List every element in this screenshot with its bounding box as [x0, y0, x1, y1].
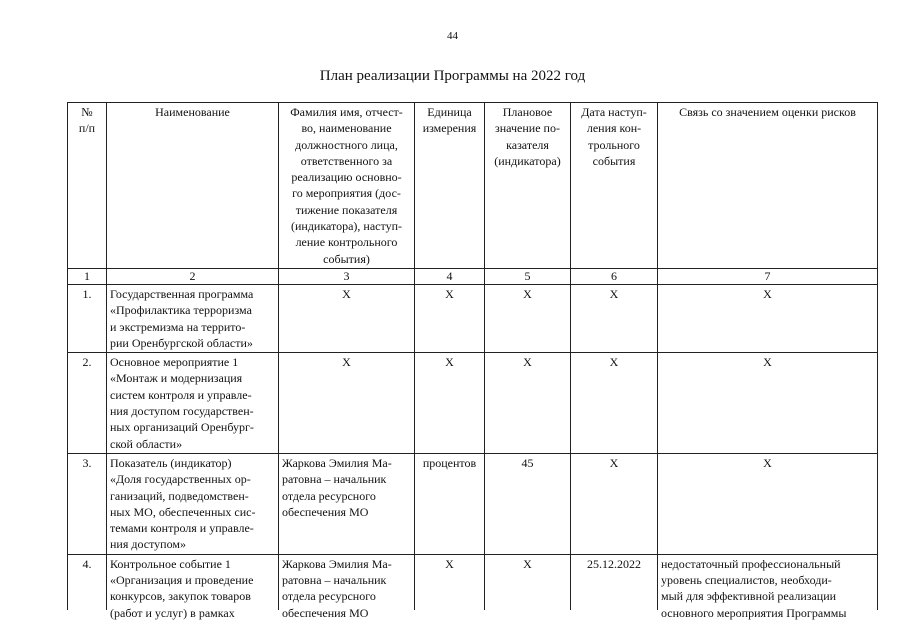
row-number: 1. — [68, 284, 107, 352]
column-number: 7 — [658, 268, 878, 284]
cell-line: трольного — [588, 137, 640, 152]
cell-line: «Доля государственных ор- — [110, 472, 251, 487]
cell-line: во, наименование — [301, 121, 392, 136]
cell-line: Основное мероприятие 1 — [110, 355, 239, 370]
cell-line: ганизаций, подведомствен- — [110, 488, 249, 503]
column-number: 6 — [571, 268, 658, 284]
row-planned-value — [485, 453, 571, 554]
cell-line: процентов — [422, 455, 477, 470]
cell-line: X — [609, 455, 619, 470]
row-responsible — [279, 284, 415, 352]
header-risk-link — [658, 103, 878, 269]
cell-line: измерения — [422, 121, 477, 136]
header-planned-value — [485, 103, 571, 269]
cell-line: отдела ресурсного — [282, 488, 376, 503]
cell-line: X — [763, 286, 772, 301]
row-risk-link — [658, 284, 878, 352]
cell-line: X — [342, 355, 351, 370]
row-event-date — [571, 353, 658, 454]
column-number: 3 — [279, 268, 415, 284]
cell-line: систем контроля и управле- — [110, 387, 252, 402]
cell-line: Государственная программа — [110, 286, 254, 301]
cell-line: X — [445, 556, 454, 571]
row-name — [107, 554, 279, 620]
cell-line: обеспечения МО — [282, 504, 369, 519]
cell-line: Единица — [427, 105, 472, 119]
row-unit — [415, 284, 485, 352]
row-name — [107, 284, 279, 352]
cell-line: темами контроля и управле- — [110, 521, 254, 536]
cell-line: ления кон- — [586, 121, 642, 136]
cell-line: ратовна – начальник — [282, 472, 387, 487]
column-number: 4 — [415, 268, 485, 284]
cell-line: Связь со значением оценки рисков — [679, 105, 856, 119]
cell-line: X — [609, 355, 619, 370]
row-unit — [415, 453, 485, 554]
cell-line: (индикатора) — [494, 153, 561, 168]
cell-line: ных организаций Оренбург- — [110, 420, 254, 435]
row-responsible — [279, 353, 415, 454]
header-unit — [415, 103, 485, 269]
row-planned-value — [485, 284, 571, 352]
cell-line: Фамилия имя, отчест- — [290, 105, 403, 119]
cell-line: X — [609, 286, 619, 301]
table-row — [68, 284, 878, 352]
cell-line: тижение показателя — [295, 202, 398, 217]
plan-table — [67, 102, 878, 620]
cell-line: X — [763, 455, 772, 470]
header-event-date — [571, 103, 658, 269]
cell-line: Контрольное событие 1 — [110, 556, 231, 571]
cell-line: ление контрольного — [295, 235, 398, 250]
cell-line: «Профилактика терроризма — [110, 303, 252, 318]
cell-line: X — [523, 556, 532, 571]
row-responsible — [279, 554, 415, 620]
row-unit — [415, 554, 485, 610]
cell-line: ской области» — [110, 436, 183, 451]
cell-line: отдела ресурсного — [282, 589, 376, 604]
cell-line: и экстремизма на террито- — [110, 319, 246, 334]
cell-line: должностного лица, — [295, 137, 398, 152]
cell-line: казателя — [506, 137, 549, 152]
row-event-date — [571, 453, 658, 554]
cell-line: 45 — [521, 455, 534, 470]
cell-line: ратовна – начальник — [282, 573, 387, 588]
row-number: 4. — [68, 554, 107, 610]
column-number-row — [68, 268, 878, 284]
cell-line: «Монтаж и модернизация — [110, 371, 243, 386]
cell-line: Наименование — [155, 105, 230, 119]
cell-line: Жаркова Эмилия Ма- — [282, 455, 392, 470]
cell-line: обеспечения МО — [282, 605, 369, 620]
cell-line: основного мероприятия Программы — [661, 605, 847, 620]
header-number — [68, 103, 107, 269]
cell-line: X — [445, 355, 454, 370]
cell-line: уровень специалистов, необходи- — [661, 573, 832, 588]
row-responsible — [279, 453, 415, 554]
cell-line: Показатель (индикатор) — [110, 455, 232, 470]
cell-line: события — [592, 153, 636, 168]
cell-line: недостаточный профессиональный — [661, 556, 841, 571]
header-responsible — [279, 103, 415, 269]
row-unit — [415, 353, 485, 454]
cell-line: «Организация и проведение — [110, 573, 254, 588]
cell-line: го мероприятия (дос- — [292, 186, 401, 201]
cell-line: Дата наступ- — [581, 105, 647, 119]
cell-line: X — [763, 355, 772, 370]
cell-line: ответственного за — [300, 153, 393, 168]
row-name — [107, 353, 279, 454]
row-planned-value — [485, 353, 571, 454]
column-number: 1 — [68, 268, 107, 284]
row-event-date — [571, 554, 658, 610]
cell-line: (работ и услуг) в рамках — [110, 605, 235, 620]
row-planned-value — [485, 554, 571, 610]
cell-line: п/п — [78, 121, 96, 136]
cell-line: рии Оренбургской области» — [110, 335, 253, 350]
header-row — [68, 103, 878, 269]
table-row — [68, 453, 878, 554]
cell-line: № — [81, 105, 93, 119]
cell-line: Плановое — [502, 105, 553, 119]
row-risk-link — [658, 554, 878, 620]
row-number: 3. — [68, 453, 107, 554]
cell-line: X — [445, 286, 454, 301]
row-event-date — [571, 284, 658, 352]
cell-line: ных МО, обеспеченных сис- — [110, 504, 256, 519]
row-name — [107, 453, 279, 554]
cell-line: X — [523, 355, 532, 370]
cell-line: 25.12.2022 — [587, 556, 641, 571]
document-title: План реализации Программы на 2022 год — [319, 68, 586, 84]
page-number: 44 — [447, 30, 458, 42]
cell-line: Жаркова Эмилия Ма- — [282, 556, 392, 571]
column-number: 2 — [107, 268, 279, 284]
header-name — [107, 103, 279, 269]
row-risk-link — [658, 453, 878, 554]
row-risk-link — [658, 353, 878, 454]
cell-line: мый для эффективной реализации — [661, 589, 837, 604]
cell-line: X — [342, 286, 351, 301]
row-number: 2. — [68, 353, 107, 454]
cell-line: X — [523, 286, 532, 301]
cell-line: ния доступом государствен- — [110, 404, 254, 419]
cell-line: (индикатора), наступ- — [290, 219, 403, 234]
column-number: 5 — [485, 268, 571, 284]
table-row — [68, 353, 878, 454]
cell-line: события) — [323, 251, 370, 266]
cell-line: реализацию основно- — [291, 170, 402, 185]
cell-line: ния доступом» — [110, 537, 186, 552]
table-row — [68, 554, 878, 610]
cell-line: конкурсов, закупок товаров — [110, 589, 251, 604]
cell-line: значение по- — [495, 121, 560, 136]
